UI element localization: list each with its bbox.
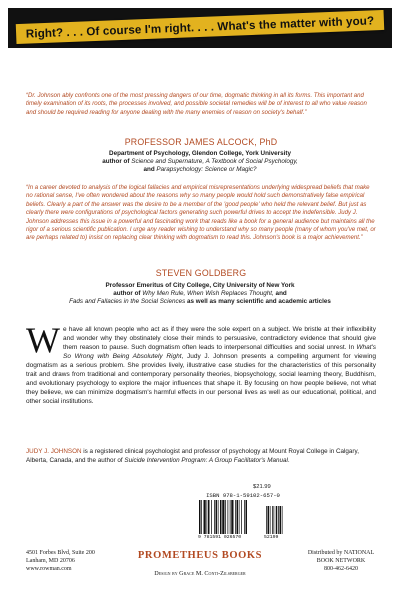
barcode-bar [239,500,240,534]
banner-text: Right? . . . Of course I'm right. . . . What's the matter with you? [25,13,375,41]
barcode-bar [208,500,210,534]
barcode-bar [207,500,208,534]
author-name: JUDY J. JOHNSON [26,448,82,455]
barcode-bar [235,500,236,534]
book-title-inline: What's So Wrong with Being Absolutely Right [62,344,376,360]
endorsement-name-goldberg: STEVEN GOLDBERG [155,268,247,278]
price: $21.99 [253,484,271,490]
barcode-bar [218,500,219,534]
barcode-bar [228,500,229,534]
cover-designer: Design by Grace M. Conti-Zilsberger [154,570,246,577]
banner-strip [16,10,384,44]
barcode-bar [211,500,212,534]
endorsement-books-alcock: author of Science and Supernature, A Textbook of Social Psychology, [102,158,298,165]
endorsement-name-alcock: PROFESSOR JAMES ALCOCK, PhD [124,137,278,147]
endorsement-affiliation-goldberg: Professor Emeritus of City College, City University of New York [105,282,295,289]
endorsement-quote-alcock: “Dr. Johnson ably confronts one of the most pressing dangers of our time, dogmatic thinking in all its forms. This important and timely examination of its roots, the processes involved, and possible societal remedies will be of interest to all who value reason and should be required reading for anyone dealing with the many enemies of reason on society's behalf.” [26,93,367,116]
barcode-bar [230,500,231,534]
publisher-address: 4501 Forbes Blvd, Suite 200 Lanham, MD 20706 www.rowman.com [26,550,95,572]
book-description: We have all known people who act as if they were the sole expert on a subject. We bristle at their inflexibility and wonder why they obstinately close their minds to persuasive, contradictory evidence that should give them reason to pause. Such dogmatism often leads to interpersonal difficulties and social unrest. In What's So Wrong with Being Absolutely Right, Judy J. Johnson presents a compelling argument for viewing dogmatism as a serious problem. She provides lively, illustrative case studies for the characteristics of this personality trait and draws from traditional and contemporary personality theories, biopsychology, social learning theory, Buddhism, and evolutionary psychology to explore the major influences that shape it. By focusing on how people believe, not what they believe, we can minimize dogmatism's harmful effects in our personal lives as well as our educational, political, and other social institutions. [26,320,376,405]
endorsement-books-alcock-2: and Parapsychology: Science or Magic? [143,166,257,173]
barcode-bar [199,500,201,534]
barcode-bar [241,500,242,534]
barcode-bar [246,500,248,534]
barcode-addon-bar [278,506,279,534]
barcode-bar [237,500,239,534]
barcode-addon-bar [268,506,270,534]
banner [8,8,392,48]
barcode-bar [222,500,224,534]
barcode-bars [198,500,288,536]
barcode-bar [216,500,218,534]
barcode-addon-bar [270,506,271,534]
barcode-addon-bar [276,506,278,534]
isbn-label: ISBN 978-1-59102-657-0 [206,492,280,499]
barcode-addon-bar [272,506,273,534]
barcode-bar [214,500,215,534]
barcode-bar [204,500,206,534]
author-bio: JUDY J. JOHNSON is a registered clinical psychologist and professor of psychology at Mount Royal College in Calgary, Alberta, Canada, and the author of Suicide Intervention Program: A Group Facilitator's Manual. [26,448,359,464]
barcode-bar [201,500,202,534]
barcode-bar [225,500,226,534]
publisher-name: PROMETHEUS BOOKS [137,550,263,561]
barcode [198,492,288,542]
endorsement-quote-goldberg: “In a career devoted to analysis of the logical fallacies and empirical misrepresentations underlying widespread beliefs that make no rational sense, I've often wondered about the reasons why so many people would hold such demonstratively false empirical beliefs. Clearly a part of the answer was the desire to be a member of the 'good people' who held the relevant belief. But just as clearly there were configurations of psychological factors generating such powerful drives to accept the indefensible. Judy J. Johnson addresses this issue in a powerful and fascinating work that reads like a book for a general audience but maintains all the rigor of a serious scientific publication. I urge any reader wishing to understand why so many people (many of whom you've met, or are perhaps related to) insist on replacing clear thinking with dogmatism to read this. Johnson's book is a major achievement.” [26,185,376,242]
barcode-addon-bar [266,506,267,534]
barcode-digits: 9 781591 026570 52199 [198,535,279,540]
barcode-bar [220,500,222,534]
barcode-addon-bar [280,506,282,534]
endorsement-books-goldberg-2: Fads and Fallacies in the Social Sciences as well as many scientific and academic articles [69,298,331,305]
barcode-addon-bar [282,506,283,534]
distributor: Distributed by NATIONAL BOOK NETWORK 800-462-6420 [307,550,375,572]
drop-cap: W [26,320,60,360]
endorsement-affiliation-alcock: Department of Psychology, Glendon College, York University [109,150,291,157]
barcode-bar [231,500,233,534]
endorsement-books-goldberg: author of Why Men Rule, When Wish Replaces Thought, and [113,290,287,297]
barcode-bar [244,500,245,534]
barcode-addon-bar [274,506,275,534]
